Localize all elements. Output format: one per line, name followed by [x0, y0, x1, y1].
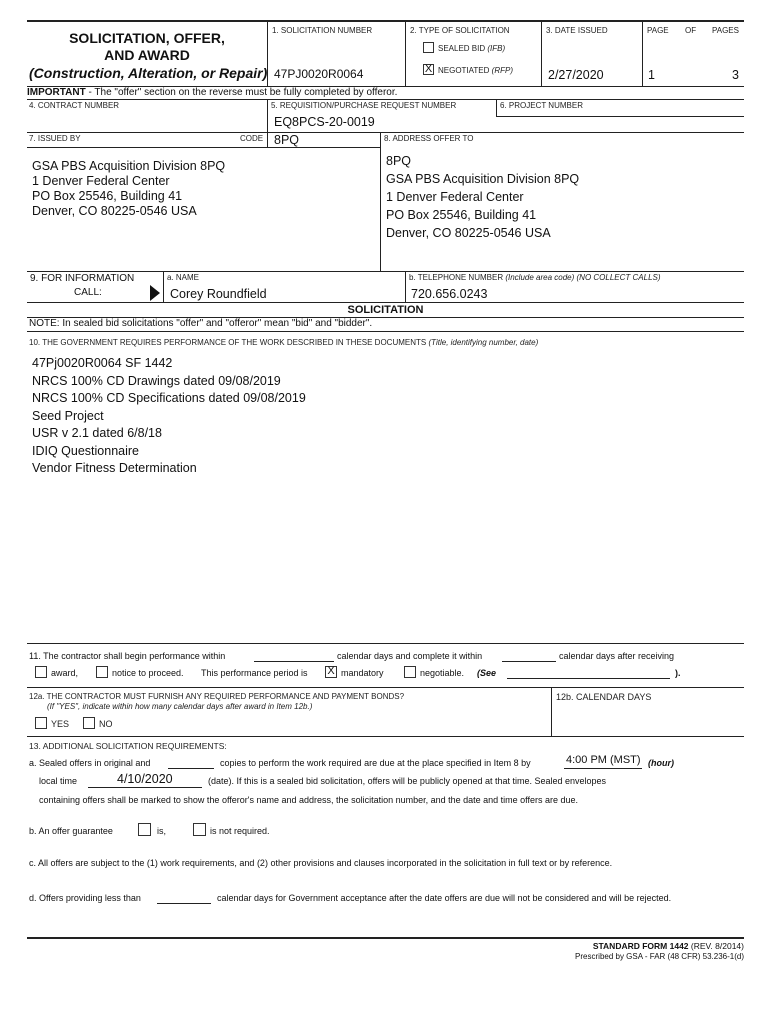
issued-by-line-4: Denver, CO 80225-0546 USA: [32, 204, 197, 218]
negotiable-checkbox[interactable]: [404, 666, 416, 678]
see-close: ).: [675, 668, 681, 678]
divider: [551, 687, 552, 736]
address-offer-line-2: GSA PBS Acquisition Division 8PQ: [386, 172, 580, 186]
sealed-bid-label: SEALED BID (IFB): [438, 44, 506, 53]
guarantee-not-checkbox[interactable]: [193, 823, 206, 836]
item13a-text-4: containing offers shall be marked to show the offeror's name and address, the solicitation number, and the date and time offers are due.: [39, 795, 579, 805]
item11-text-1: 11. The contractor shall begin performance within: [29, 651, 226, 661]
item11-text-2: calendar days and complete it within: [337, 651, 483, 661]
requisition-number: EQ8PCS-20-0019: [274, 115, 375, 129]
copies-field[interactable]: [168, 768, 214, 769]
divider: [163, 271, 164, 303]
standard-form-label: STANDARD FORM 1442 (REV. 8/2014): [592, 941, 744, 951]
document-3: NRCS 100% CD Specifications dated 09/08/2019: [32, 391, 306, 405]
divider: [380, 132, 381, 272]
total-pages: 3: [732, 68, 739, 82]
bonds-no-checkbox[interactable]: [83, 717, 95, 729]
document-5: USR v 2.1 dated 6/8/18: [32, 426, 162, 440]
award-checkbox[interactable]: [35, 666, 47, 678]
divider: [27, 132, 744, 133]
of-label: OF: [685, 26, 697, 35]
sealed-bid-note: NOTE: In sealed bid solicitations "offer" and "offeror" mean "bid" and "bidder".: [29, 318, 373, 329]
contact-phone: 720.656.0243: [411, 287, 488, 301]
item13a-text-3: (date). If this is a sealed bid solicitation, offers will be publicly opened at that time. Sealed envelopes: [208, 776, 607, 786]
address-offer-label: 8. ADDRESS OFFER TO: [384, 134, 474, 143]
item10-label: 10. THE GOVERNMENT REQUIRES PERFORMANCE OF THE WORK DESCRIBED IN THESE DOCUMENTS (Title, identifying number, date): [29, 338, 539, 347]
item13c-text: c. All offers are subject to the (1) work requirements, and (2) other provisions and clauses incorporated in the solicitation in full text or by reference.: [29, 858, 613, 868]
acceptance-days-field[interactable]: [157, 903, 211, 904]
divider: [27, 99, 744, 100]
yes-label: YES: [51, 719, 70, 729]
date-issued-label: 3. DATE ISSUED: [546, 26, 608, 35]
negotiable-label: negotiable.: [420, 668, 465, 678]
divider: [405, 271, 406, 303]
negotiated-checkbox[interactable]: X: [424, 63, 433, 75]
see-label: (See: [477, 668, 497, 678]
award-label: award,: [51, 668, 79, 678]
item11-text-3: calendar days after receiving: [559, 651, 675, 661]
issued-by-code: 8PQ: [274, 133, 300, 147]
notice-label: notice to proceed.: [112, 668, 184, 678]
divider: [405, 20, 406, 87]
contact-name: Corey Roundfield: [170, 287, 267, 301]
divider: [267, 20, 268, 87]
solicitation-number-label: 1. SOLICITATION NUMBER: [272, 26, 373, 35]
no-label: NO: [99, 719, 113, 729]
page-number: 1: [648, 68, 655, 82]
page-label: PAGE: [647, 26, 669, 35]
mandatory-label: mandatory: [341, 668, 384, 678]
issued-by-label: 7. ISSUED BY: [29, 134, 81, 143]
divider: [267, 132, 268, 147]
divider: [27, 302, 744, 303]
item12a-label: 12a. THE CONTRACTOR MUST FURNISH ANY REQUIRED PERFORMANCE AND PAYMENT BONDS?: [29, 692, 405, 701]
guarantee-is-label: is,: [157, 826, 166, 836]
requisition-label: 5. REQUISITION/PURCHASE REQUEST NUMBER: [271, 101, 457, 110]
issued-by-line-2: 1 Denver Federal Center: [32, 174, 170, 188]
date-issued: 2/27/2020: [548, 68, 604, 82]
item13b-text: b. An offer guarantee: [29, 826, 113, 836]
document-1: 47Pj0020R0064 SF 1442: [32, 356, 173, 370]
solicitation-type-label: 2. TYPE OF SOLICITATION: [410, 26, 510, 35]
phone-label: b. TELEPHONE NUMBER (Include area code) (NO COLLECT CALLS): [409, 273, 661, 282]
name-label: a. NAME: [167, 273, 200, 282]
issued-by-line-1: GSA PBS Acquisition Division 8PQ: [32, 159, 226, 173]
contract-number-label: 4. CONTRACT NUMBER: [29, 101, 120, 110]
negotiated-label: NEGOTIATED (RFP): [438, 66, 513, 75]
item13-label: 13. ADDITIONAL SOLICITATION REQUIREMENTS:: [29, 741, 227, 751]
see-reference-field[interactable]: [507, 678, 670, 679]
item13a-text-1: a. Sealed offers in original and: [29, 758, 151, 768]
issued-by-line-3: PO Box 25546, Building 41: [32, 189, 183, 203]
sealed-bid-checkbox[interactable]: [423, 42, 434, 53]
address-offer-line-5: Denver, CO 80225-0546 USA: [386, 226, 551, 240]
complete-days-field[interactable]: [502, 661, 556, 662]
document-7: Vendor Fitness Determination: [32, 461, 197, 475]
pages-label: PAGES: [712, 26, 739, 35]
document-6: IDIQ Questionnaire: [32, 444, 139, 458]
calendar-days-label: 12b. CALENDAR DAYS: [556, 692, 652, 702]
document-4: Seed Project: [32, 409, 104, 423]
prescribed-by: Prescribed by GSA - FAR (48 CFR) 53.236-1(d): [575, 952, 744, 961]
document-2: NRCS 100% CD Drawings dated 09/08/2019: [32, 374, 281, 388]
notice-to-proceed-checkbox[interactable]: [96, 666, 108, 678]
divider: [27, 271, 744, 272]
address-offer-line-4: PO Box 25546, Building 41: [386, 208, 537, 222]
item13d-text-2: calendar days for Government acceptance after the date offers are due will not be considered and will be rejected.: [217, 893, 672, 903]
due-time-underline: [564, 768, 642, 769]
guarantee-not-label: is not required.: [210, 826, 270, 836]
info-call-label-1: 9. FOR INFORMATION: [30, 273, 135, 284]
local-time-label: local time: [39, 776, 78, 786]
divider: [27, 331, 744, 332]
divider: [27, 643, 744, 644]
arrow-right-icon: [150, 285, 160, 301]
address-offer-line-1: 8PQ: [386, 154, 412, 168]
divider: [27, 687, 744, 688]
divider: [541, 20, 542, 87]
divider: [496, 116, 744, 117]
performance-period-label: This performance period is: [201, 668, 308, 678]
divider: [642, 20, 643, 87]
divider: [267, 99, 268, 132]
bottom-border: [27, 937, 744, 939]
address-offer-line-3: 1 Denver Federal Center: [386, 190, 524, 204]
bonds-yes-checkbox[interactable]: [35, 717, 47, 729]
hour-label: (hour): [648, 758, 674, 768]
item13d-text-1: d. Offers providing less than: [29, 893, 141, 903]
divider: [27, 147, 381, 148]
code-label: CODE: [240, 134, 264, 143]
info-call-label-2: CALL:: [74, 287, 102, 298]
solicitation-number: 47PJ0020R0064: [274, 67, 364, 81]
form-title-line3: (Construction, Alteration, or Repair): [29, 65, 268, 81]
mandatory-checkbox[interactable]: X: [325, 666, 337, 678]
item13a-text-2: copies to perform the work required are due at the place specified in Item 8 by: [220, 758, 531, 768]
solicitation-section-title: SOLICITATION: [347, 304, 424, 316]
project-number-label: 6. PROJECT NUMBER: [500, 101, 583, 110]
due-time: 4:00 PM (MST): [566, 754, 641, 766]
begin-days-field[interactable]: [254, 661, 334, 662]
due-date: 4/10/2020: [117, 772, 173, 786]
form-title-line2: AND AWARD: [104, 47, 190, 63]
important-notice: IMPORTANT - The "offer" section on the reverse must be fully completed by offeror.: [27, 87, 398, 98]
top-border: [27, 20, 744, 22]
guarantee-is-checkbox[interactable]: [138, 823, 151, 836]
item12a-note: (If "YES", indicate within how many calendar days after award in Item 12b.): [47, 702, 313, 711]
form-title-line1: SOLICITATION, OFFER,: [69, 30, 225, 46]
divider: [27, 736, 744, 737]
due-date-underline: [88, 787, 202, 788]
divider: [496, 99, 497, 116]
